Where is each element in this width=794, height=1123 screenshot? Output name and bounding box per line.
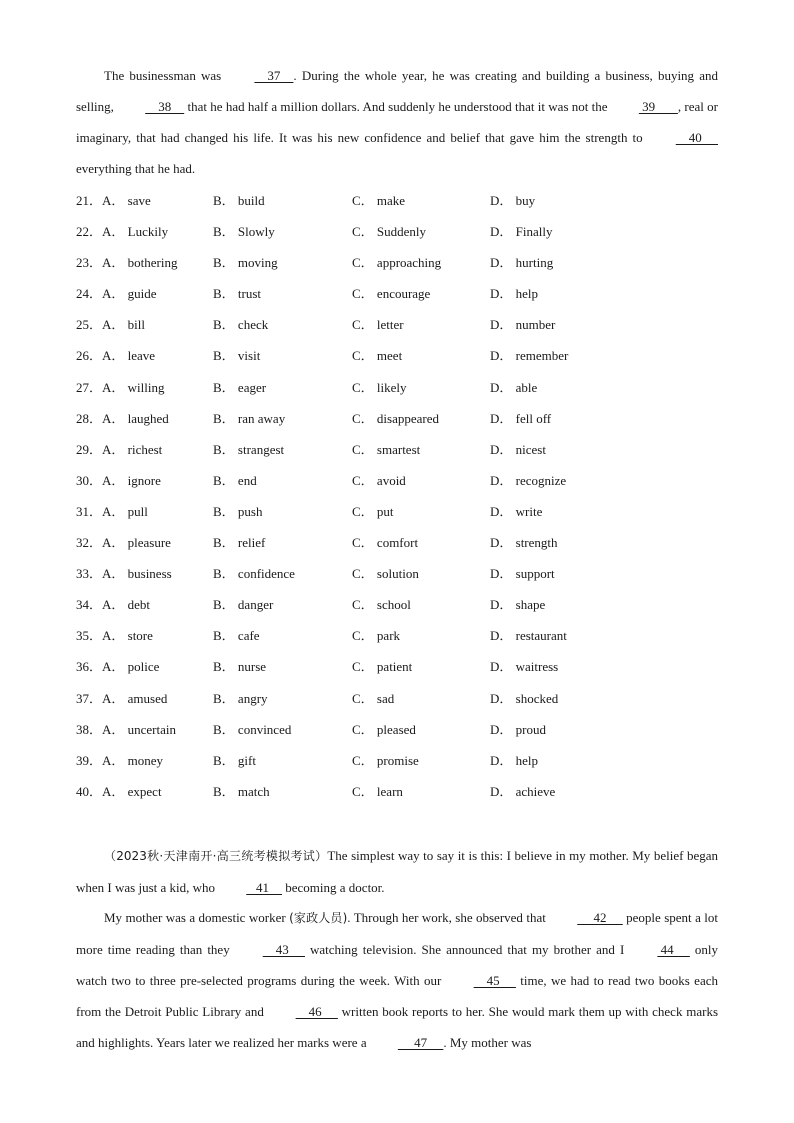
passage-text: only watch two to three pre-selected programs during the week. With our: [76, 942, 718, 988]
option-a: A． pleasure: [102, 535, 171, 551]
option-a: A． laughed: [102, 410, 169, 426]
option-c: C． Suddenly: [352, 224, 427, 240]
option-a: A． uncertain: [102, 721, 177, 737]
question-row: [76, 403, 736, 434]
blank-44: 44: [657, 942, 690, 957]
option-d: D． recognize: [490, 472, 567, 488]
blank-42: 42: [577, 910, 623, 925]
option-a: A． guide: [102, 286, 157, 302]
passage-text: . Through her work, she observed that: [347, 910, 550, 925]
question-row: [76, 216, 736, 247]
option-c: C． patient: [352, 659, 413, 675]
option-a: A． expect: [102, 783, 162, 799]
option-b: B． visit: [213, 348, 261, 364]
question-number: 25．: [76, 317, 103, 333]
question-number: 32．: [76, 535, 103, 551]
option-b: B． match: [213, 783, 270, 799]
option-a: A． richest: [102, 441, 163, 457]
option-b: B． danger: [213, 597, 274, 613]
question-row: [76, 278, 736, 309]
option-a: A． leave: [102, 348, 156, 364]
option-d: D． nicest: [490, 441, 546, 457]
passage-text: watching television. She announced that my brother and I: [304, 942, 630, 957]
option-b: B． nurse: [213, 659, 267, 675]
question-row: [76, 589, 736, 620]
question-row: [76, 776, 736, 807]
option-d: D． waitress: [490, 659, 559, 675]
passage-text: written book reports to her. She would mark them up with check marks and highlights. Years later we realized her marks were a: [76, 1004, 719, 1050]
source-label: （2023秋·天津南开·高三统考模拟考试）: [104, 849, 328, 863]
question-row: [76, 247, 736, 278]
option-a: A． police: [102, 659, 160, 675]
passage-paragraph: [76, 60, 718, 184]
passage-text: The simplest way to say it is this: I believe in my mother. My belief began when I was just a kid, who: [76, 848, 718, 895]
option-c: C． letter: [352, 317, 404, 333]
question-number: 23．: [76, 255, 103, 271]
question-row: [76, 496, 736, 527]
option-d: D． shocked: [490, 690, 559, 706]
passage-text: The businessman was: [104, 68, 227, 83]
question-row: [76, 185, 736, 216]
passage-text: , real or imaginary, that had changed his life. It was his new confidence and belief that gave him the strength to: [76, 99, 718, 145]
option-d: D． shape: [490, 597, 546, 613]
question-row: [76, 372, 736, 403]
blank-39: 39: [638, 99, 678, 114]
blank-45: 45: [473, 973, 516, 988]
option-b: B． push: [213, 503, 263, 519]
question-number: 39．: [76, 752, 103, 768]
option-a: A． amused: [102, 690, 168, 706]
option-b: B． build: [213, 193, 265, 208]
option-a: A． ignore: [102, 472, 161, 488]
question-number: 22．: [76, 224, 103, 240]
passage-text: time, we had to read two books each from the Detroit Public Library and: [76, 973, 718, 1019]
option-c: C． meet: [352, 348, 403, 364]
option-c: C． comfort: [352, 535, 419, 551]
question-number: 21．: [76, 193, 103, 208]
option-c: C． approaching: [352, 255, 442, 271]
option-d: D． able: [490, 379, 538, 395]
option-c: C． solution: [352, 566, 419, 582]
option-c: C． encourage: [352, 286, 431, 302]
question-number: 35．: [76, 628, 103, 644]
question-row: [76, 745, 736, 776]
option-b: B． cafe: [213, 628, 260, 644]
option-b: B． moving: [213, 255, 278, 271]
option-a: A． bothering: [102, 255, 178, 271]
blank-40: 40: [675, 130, 718, 145]
option-a: A． Luckily: [102, 224, 169, 240]
blank-43: 43: [262, 942, 305, 957]
option-c: C． promise: [352, 752, 419, 768]
question-row: [76, 309, 736, 340]
passage-text: My mother was a domestic worker: [104, 910, 290, 925]
question-row: [76, 465, 736, 496]
option-c: C． put: [352, 503, 394, 519]
question-number: 33．: [76, 566, 103, 582]
option-b: B． angry: [213, 690, 268, 706]
option-c: C． smartest: [352, 441, 421, 457]
question-row: [76, 527, 736, 558]
blank-41: 41: [246, 880, 283, 895]
chinese-note: (家政人员): [289, 911, 348, 925]
question-row: [76, 714, 736, 745]
question-number: 24．: [76, 286, 103, 302]
question-options-list: [76, 185, 736, 807]
passage-text: everything that he had.: [76, 161, 196, 176]
option-b: B． convinced: [213, 721, 292, 737]
option-d: D． write: [490, 503, 543, 519]
option-b: B． gift: [213, 752, 256, 768]
blank-37: 37: [254, 68, 294, 83]
option-a: A． business: [102, 566, 172, 582]
option-a: A． save: [102, 193, 151, 208]
option-b: B． trust: [213, 286, 262, 302]
option-b: B． end: [213, 472, 257, 488]
blank-38: 38: [145, 99, 185, 114]
option-d: D． remember: [490, 348, 569, 364]
question-row: [76, 620, 736, 651]
question-number: 38．: [76, 721, 103, 737]
option-a: A． pull: [102, 503, 148, 519]
option-d: D． achieve: [490, 783, 556, 799]
passage-text: people spent a lot more time reading than they: [76, 910, 718, 957]
option-c: C． park: [352, 628, 401, 644]
passage-paragraph: [76, 840, 718, 903]
option-c: C． disappeared: [352, 410, 440, 426]
option-c: C． learn: [352, 783, 403, 799]
option-c: C． school: [352, 597, 411, 613]
option-c: C． sad: [352, 690, 395, 706]
passage-text: becoming a doctor.: [282, 880, 385, 895]
option-a: A． money: [102, 752, 164, 768]
question-number: 26．: [76, 348, 103, 364]
option-a: A． store: [102, 628, 153, 644]
option-c: C． make: [352, 193, 406, 208]
question-row: [76, 651, 736, 682]
question-row: [76, 558, 736, 589]
option-d: D． buy: [490, 193, 536, 208]
option-b: B． relief: [213, 535, 266, 551]
question-row: [76, 434, 736, 465]
blank-46: 46: [295, 1004, 338, 1019]
question-number: 34．: [76, 597, 103, 613]
question-number: 31．: [76, 503, 103, 519]
option-b: B． check: [213, 317, 269, 333]
question-number: 36．: [76, 659, 103, 675]
option-d: D． number: [490, 317, 556, 333]
passage-text: that he had half a million dollars. And suddenly he understood that it was not the: [184, 99, 611, 114]
option-d: D． help: [490, 752, 539, 768]
option-b: B． confidence: [213, 566, 295, 582]
option-b: B． eager: [213, 379, 267, 395]
option-d: D． Finally: [490, 224, 553, 240]
option-c: C． likely: [352, 379, 407, 395]
option-d: D． help: [490, 286, 539, 302]
option-d: D． hurting: [490, 255, 554, 271]
option-b: B． strangest: [213, 441, 285, 457]
option-d: D． support: [490, 566, 555, 582]
passage-text: . During the whole year, he was creating and building a business, buying and selling,: [76, 68, 719, 114]
option-a: A． bill: [102, 317, 145, 333]
option-a: A． willing: [102, 379, 165, 395]
option-a: A． debt: [102, 597, 151, 613]
question-number: 28．: [76, 410, 103, 426]
option-c: C． avoid: [352, 472, 406, 488]
option-b: B． ran away: [213, 410, 286, 426]
question-number: 27．: [76, 379, 103, 395]
option-c: C． pleased: [352, 721, 416, 737]
passage-text: . My mother was: [443, 1035, 532, 1050]
option-d: D． proud: [490, 721, 546, 737]
question-number: 30．: [76, 472, 103, 488]
question-number: 37．: [76, 690, 103, 706]
option-b: B． Slowly: [213, 224, 275, 240]
question-row: [76, 683, 736, 714]
question-row: [76, 340, 736, 371]
option-d: D． strength: [490, 535, 558, 551]
passage-paragraph: [76, 902, 718, 1058]
option-d: D． fell off: [490, 410, 552, 426]
blank-47: 47: [397, 1035, 444, 1050]
question-number: 40．: [76, 783, 103, 799]
option-d: D． restaurant: [490, 628, 567, 644]
question-number: 29．: [76, 441, 103, 457]
